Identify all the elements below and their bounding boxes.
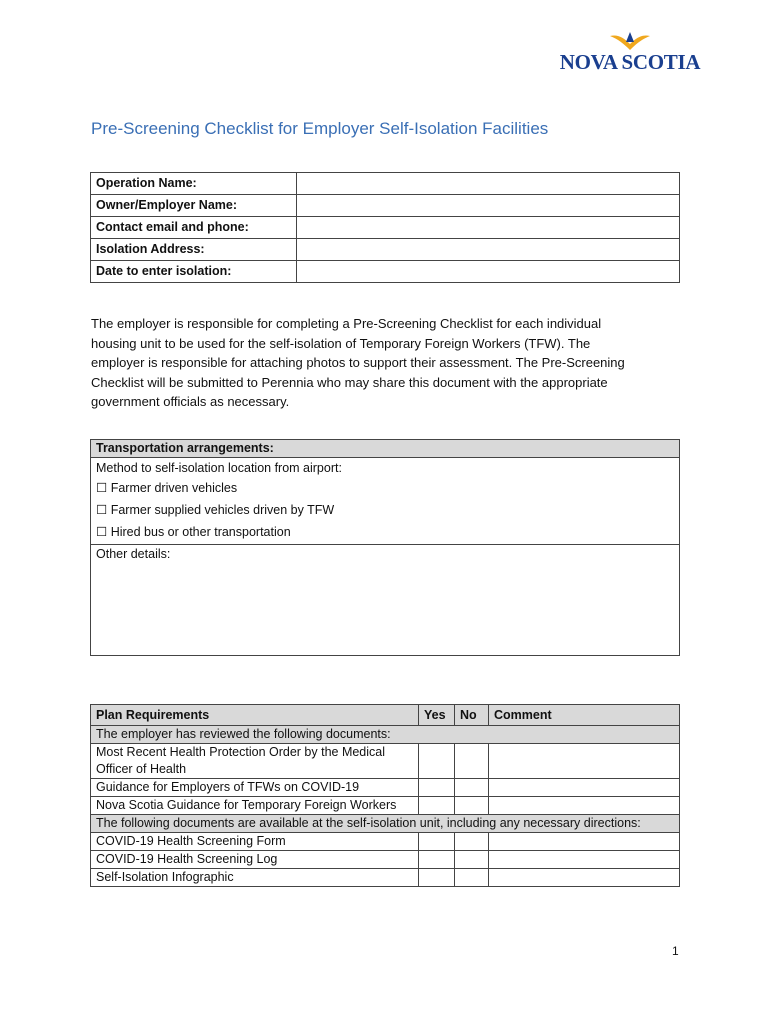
paragraph-line: housing unit to be used for the self-isolation of Temporary Foreign Workers (TFW). The (91, 335, 591, 351)
option-label: Hired bus or other transportation (110, 525, 291, 539)
yes-cell[interactable] (419, 744, 455, 779)
info-row (91, 239, 680, 261)
comment-cell[interactable] (489, 744, 680, 779)
other-details-label: Other details: (96, 547, 171, 561)
osprey-icon (608, 30, 652, 52)
transport-options-cell (91, 458, 680, 545)
comment-cell[interactable] (489, 833, 680, 851)
info-row (91, 261, 680, 283)
info-value-field[interactable] (297, 261, 680, 283)
checkbox[interactable]: ☐ (96, 503, 108, 517)
no-cell[interactable] (455, 869, 489, 887)
comment-cell[interactable] (489, 797, 680, 815)
info-value-field[interactable] (297, 195, 680, 217)
page-title: Pre-Screening Checklist for Employer Self-Isolation Facilities (91, 119, 549, 138)
plan-requirements-table (90, 704, 680, 887)
info-label: Owner/Employer Name: (91, 195, 297, 217)
info-value-field[interactable] (297, 217, 680, 239)
no-cell[interactable] (455, 833, 489, 851)
transport-table (90, 439, 680, 656)
requirement-label: COVID-19 Health Screening Form (91, 833, 419, 851)
yes-cell[interactable] (419, 797, 455, 815)
info-label: Isolation Address: (91, 239, 297, 261)
instructions-paragraph (91, 314, 651, 412)
transport-header: Transportation arrangements: (91, 440, 680, 458)
section-label: The employer has reviewed the following documents: (91, 726, 680, 744)
table-row (91, 851, 680, 869)
requirement-label: Self-Isolation Infographic (91, 869, 419, 887)
paragraph-line: government officials as necessary. (91, 394, 290, 409)
table-row (91, 779, 680, 797)
no-cell[interactable] (455, 744, 489, 779)
info-row (91, 173, 680, 195)
no-cell[interactable] (455, 797, 489, 815)
plan-header-row (91, 705, 680, 726)
info-row (91, 217, 680, 239)
no-cell[interactable] (455, 779, 489, 797)
section-label: The following documents are available at the self-isolation unit, including any necessary directions: (91, 815, 680, 833)
comment-cell[interactable] (489, 779, 680, 797)
info-value-field[interactable] (297, 173, 680, 195)
comment-cell[interactable] (489, 851, 680, 869)
yes-cell[interactable] (419, 833, 455, 851)
info-table (90, 172, 680, 283)
table-row (91, 797, 680, 815)
option-hired-bus (96, 521, 674, 543)
section-row (91, 815, 680, 833)
comment-cell[interactable] (489, 869, 680, 887)
col-header: Yes (419, 705, 455, 726)
requirement-label: Nova Scotia Guidance for Temporary Foreign Workers (91, 797, 419, 815)
logo-text: NOVA SCOTIA (559, 50, 701, 74)
info-label: Operation Name: (91, 173, 297, 195)
page-number: 1 (672, 944, 679, 958)
option-label: Farmer supplied vehicles driven by TFW (110, 503, 335, 517)
col-header: Comment (489, 705, 680, 726)
nova-scotia-logo (550, 30, 710, 74)
checkbox[interactable]: ☐ (96, 525, 108, 539)
no-cell[interactable] (455, 851, 489, 869)
info-label: Contact email and phone: (91, 217, 297, 239)
info-row (91, 195, 680, 217)
method-label: Method to self-isolation location from airport: (96, 461, 342, 475)
requirement-label: Guidance for Employers of TFWs on COVID-19 (91, 779, 419, 797)
yes-cell[interactable] (419, 779, 455, 797)
requirement-label: COVID-19 Health Screening Log (91, 851, 419, 869)
col-header: Plan Requirements (91, 705, 419, 726)
paragraph-line: The employer is responsible for completing a Pre-Screening Checklist for each individual (91, 316, 602, 331)
checkbox[interactable]: ☐ (96, 481, 108, 495)
requirement-label: Most Recent Health Protection Order by the Medical Officer of Health (91, 744, 419, 779)
option-farmer-driven (96, 477, 674, 499)
section-row (91, 726, 680, 744)
table-row (91, 744, 680, 779)
yes-cell[interactable] (419, 869, 455, 887)
col-header: No (455, 705, 489, 726)
table-row (91, 869, 680, 887)
table-row (91, 833, 680, 851)
paragraph-line: Checklist will be submitted to Perennia who may share this document with the appropriate (91, 374, 608, 390)
option-tfw-driven (96, 499, 674, 521)
info-label: Date to enter isolation: (91, 261, 297, 283)
paragraph-line: employer is responsible for attaching photos to support their assessment. The Pre-Screening (91, 355, 625, 370)
option-label: Farmer driven vehicles (110, 481, 238, 495)
other-details-field[interactable] (91, 545, 680, 656)
info-value-field[interactable] (297, 239, 680, 261)
yes-cell[interactable] (419, 851, 455, 869)
